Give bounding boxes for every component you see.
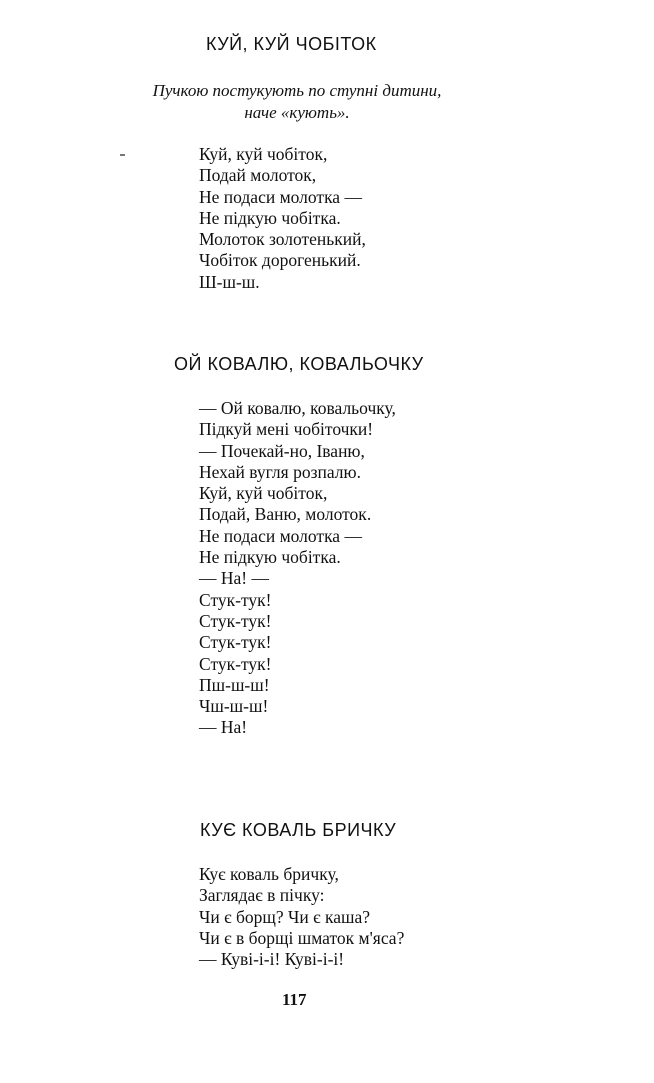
poem-line: Подай молоток, bbox=[199, 165, 317, 186]
poem-line: — Почекай-но, Іваню, bbox=[199, 440, 365, 461]
poem-subtitle bbox=[104, 80, 490, 124]
poem-line: Стук-тук! bbox=[199, 653, 272, 674]
poem-line: Чи є в борщі шматок м'яса? bbox=[199, 927, 405, 948]
subtitle-line: наче «кують». bbox=[244, 103, 350, 122]
poem-line: Заглядає в пічку: bbox=[199, 885, 325, 906]
poem-line: — Куві-і-і! Куві-і-і! bbox=[199, 949, 345, 970]
poem-line: Стук-тук! bbox=[199, 632, 272, 653]
poem-line: — На! — bbox=[199, 568, 269, 589]
poem-body bbox=[199, 144, 366, 293]
poem-line: Чобіток дорогенький. bbox=[199, 250, 361, 271]
poem-line: Молоток золотенький, bbox=[199, 229, 366, 250]
poem-line: Куй, куй чобіток, bbox=[199, 483, 328, 504]
poem-line: Не подаси молотка — bbox=[199, 186, 362, 207]
subtitle-line: Пучкою постукують по ступні дитини, bbox=[152, 81, 442, 100]
poem-line: Не підкую чобітка. bbox=[199, 207, 341, 228]
poem-line: Подай, Ваню, молоток. bbox=[199, 504, 372, 525]
poem-line: Не підкую чобітка. bbox=[199, 547, 341, 568]
poem-title: КУЙ, КУЙ ЧОБІТОК bbox=[206, 34, 377, 54]
poem-line: Пш-ш-ш! bbox=[199, 674, 270, 695]
poem-line: Стук-тук! bbox=[199, 589, 272, 610]
poem-line: — На! bbox=[199, 717, 248, 738]
poem-body bbox=[199, 398, 396, 739]
page-number: 117 bbox=[282, 990, 307, 1009]
poem-line: Ш-ш-ш. bbox=[199, 271, 260, 292]
poem-line: — Ой ковалю, ковальочку, bbox=[199, 398, 396, 418]
poem-line: Кує коваль бричку, bbox=[199, 864, 339, 884]
poem-line: Куй, куй чобіток, bbox=[199, 144, 328, 164]
poem-line: Чш-ш-ш! bbox=[199, 696, 269, 717]
poem-line: Стук-тук! bbox=[199, 610, 272, 631]
poem-title: КУЄ КОВАЛЬ БРИЧКУ bbox=[200, 820, 397, 840]
poem-line: Підкуй мені чобіточки! bbox=[199, 419, 374, 440]
poem-line: Не подаси молотка — bbox=[199, 525, 362, 546]
poem-body bbox=[199, 864, 404, 970]
poem-title: ОЙ КОВАЛЮ, КОВАЛЬОЧКУ bbox=[174, 354, 424, 374]
print-speck bbox=[120, 154, 125, 156]
poem-line: Нехай вугля розпалю. bbox=[199, 461, 361, 482]
poem-line: Чи є борщ? Чи є каша? bbox=[199, 906, 371, 927]
